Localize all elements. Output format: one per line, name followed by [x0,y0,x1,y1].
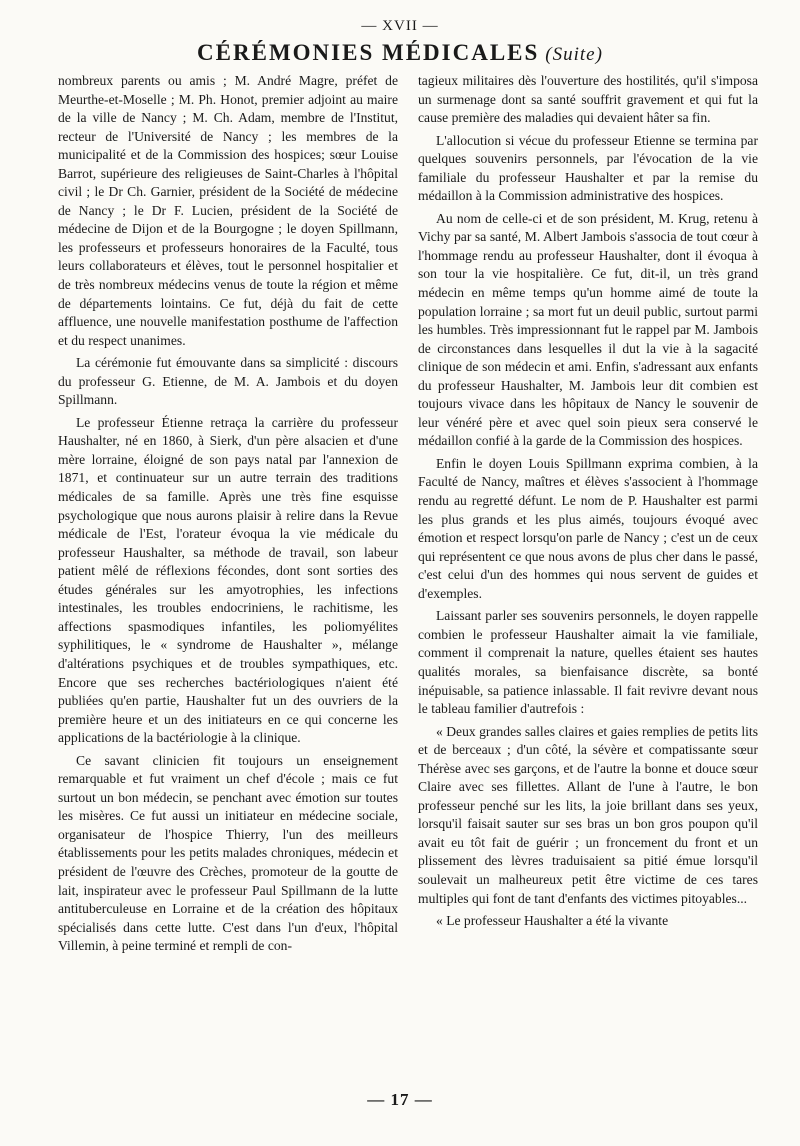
paragraph: nombreux parents ou amis ; M. André Magre, préfet de Meurthe-et-Moselle ; M. Ph. Honot, premier adjoint au maire de la ville de Nancy ; M. Ch. Adam, membre de l'Institut, recteur de l'Université de Nancy ; les membres de la municipalité et de la Commission des hospices; sœur Louise Barrot, supérieure des religieuses de Saint-Charles à l'hôpital civil ; le Dr Ch. Garnier, président de la Société de médecine de Nancy ; le Dr F. Lucien, président de la Société de médecine de Dijon et de la Bourgogne ; le doyen Spillmann, les professeurs et professeurs honoraires de la Faculté, tous leurs collaborateurs et élèves, tout le personnel hospitalier et de très nombreux médecins venus de toute la région et même de départements lointains. Ce fut, déjà du fait de cette affluence, une nouvelle manifestation posthume de l'affection et du respect unanimes. [58,73,398,348]
paragraph: tagieux militaires dès l'ouverture des hostilités, qu'il s'imposa un surmenage dont sa santé souffrit gravement et qui fut la cause première des maladies qui devaient hâter sa fin. [418,73,758,126]
page-number-roman: — XVII — [361,18,439,34]
paragraph: « Le professeur Haushalter a été la vivante [436,913,669,929]
left-column [58,72,398,960]
right-column [418,72,758,935]
paragraph: Ce savant clinicien fit toujours un enseignement remarquable et fut vraiment un chef d'école ; mais ce fut surtout un bon médecin, se penchant avec émotion sur toutes les misères. Ce fut aussi un initiateur en médecine sociale, organisateur de l'hospice Thierry, l'un des meilleurs établissements pour les petits malades chroniques, médecin et président de l'œuvre des Crèches, promoteur de la goutte de lait, inspirateur avec le professeur Paul Spillmann de la lutte antituberculeuse en Lorraine et de la création des hôpitaux spécialisés dans cette lutte. C'est dans l'un d'eux, l'hôpital Villemin, à peine terminé et rempli de con- [58,752,398,954]
title-suite: (Suite) [545,44,603,65]
paragraph: Le professeur Étienne retraça la carrière du professeur Haushalter, né en 1860, à Sierk, d'un père alsacien et d'une mère lorraine, éloigné de son pays natal par l'annexion de 1871, et continuateur sur un autre terrain des traditions médicales de sa famille. Après une très fine esquisse psychologique que nous aurons plaisir à relire dans la Revue médicale de l'Est, l'orateur évoqua la vie médicale du professeur Haushalter, sa méthode de travail, son labeur patient mêlé de réflexions fécondes, dont sont sorties des études générales sur les amyotrophies, les infections intestinales, les troubles endocriniens, le rachitisme, les affections spasmodiques infantiles, les poliomyélites syphilitiques, le « syndrome de Haushalter », mélange d'altérations psychiques et de troubles sympathiques, etc. Encore que ses recherches bactériologiques n'aient été publiées qu'en partie, Haushalter fut un des ouvriers de la première heure et un des initiateurs en ce qui concerne les applications de la bactériologie à la clinique. [58,414,398,746]
paragraph: « Deux grandes salles claires et gaies remplies de petits lits et de berceaux ; d'un côté, la sévère et compatissante sœur Thérèse avec ses garçons, et de l'autre la bonne et douce sœur Claire avec ses fillettes. Allant de l'une à l'autre, le bon professeur penché sur les lits, la joie brillant dans ses yeux, lorsqu'il faisait sauter sur ses bras un bon gros poupon qu'il avait eu tôt fait de guérir ; un froncement du front et un plissement des lèvres traduisaient sa pitié émue lorsqu'il soulevait un malheureux petit être victime de ces tares multiples qui font de tant d'enfants des victimes pitoyables... [418,723,758,906]
page-number-footer: — 17 — [367,1090,433,1109]
page-title [0,40,800,66]
paragraph: L'allocution si vécue du professeur Etienne se termina par quelques souvenirs personnels, par l'évocation de la vie familiale du professeur Haushalter et par la remise du médaillon à la Commission administrative des hospices. [418,132,758,204]
paragraph: La cérémonie fut émouvante dans sa simplicité : discours du professeur G. Etienne, de M. A. Jambois et du doyen Spillmann. [58,355,398,408]
paragraph: Enfin le doyen Louis Spillmann exprima combien, à la Faculté de Nancy, maîtres et élèves s'associent à l'hommage rendu au regretté défunt. Le nom de P. Haushalter est parmi les plus grands et les plus aimés, toujours évoqué avec émotion et respect lorsqu'on parle de Nancy ; c'est un de ceux qui représentent ce que nous avons de plus cher dans le passé, c'est celui d'un des hommes qui nous servent de guides et d'exemples. [418,455,758,601]
title-text: CÉRÉMONIES MÉDICALES [197,40,540,65]
paragraph: Au nom de celle-ci et de son président, M. Krug, retenu à Vichy par sa santé, M. Albert Jambois s'associa de tout cœur à l'hommage rendu au professeur Haushalter, dont il évoqua à son tour la vie hospitalière. Ce fut, dit-il, un très grand médecin en même temps qu'un homme aimé de toute la population lorraine ; sa mort fut un deuil public, surtout parmi les humbles. Très impressionnant fut le rappel par M. Jambois de circonstances dans lesquelles il dut la vie à la sagacité clinique de son médecin et ami. Enfin, s'adressant aux enfants du professeur Haushalter, M. Jambois leur dit combien est toujours vivace dans les hôpitaux de Nancy le souvenir de leur vénéré père et avec quel soin pieux sera conservé le médaillon confié à la garde de la Commission des hospices. [418,210,758,449]
paragraph: Laissant parler ses souvenirs personnels, le doyen rappelle combien le professeur Haushalter aimait la vie familiale, comment il comprenait la nature, quelles étaient ses hautes qualités morales, sa bienfaisance discrète, sa bonté inépuisable, sa patience inlassable. Il fait revivre devant nous le tableau familier d'autrefois : [418,608,758,717]
